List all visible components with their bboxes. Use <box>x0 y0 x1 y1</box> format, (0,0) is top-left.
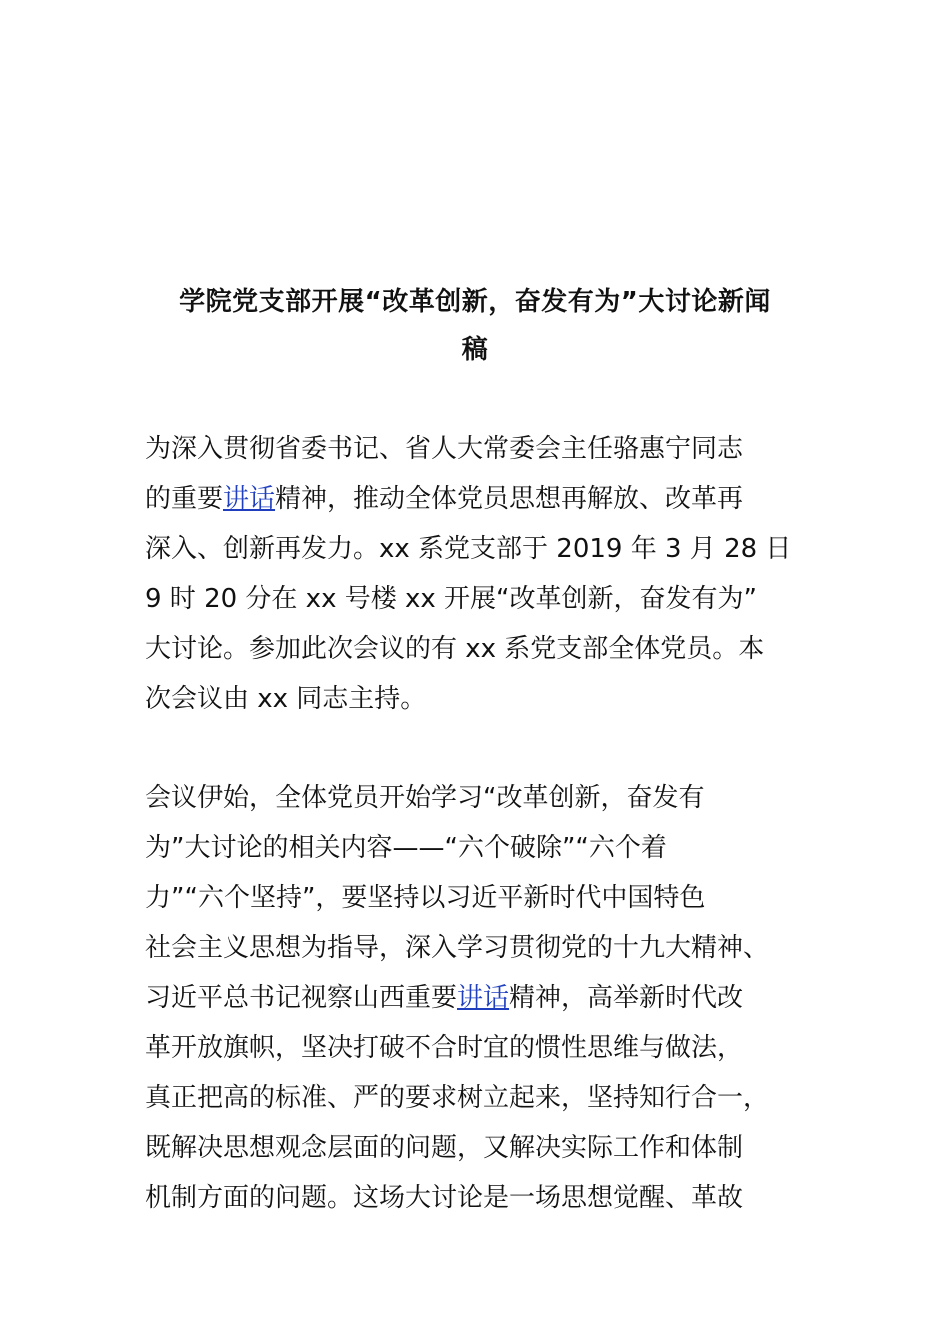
text-line <box>145 474 825 524</box>
text-line: 机制方面的问题。这场大讨论是一场思想觉醒、革故 <box>145 1183 744 1213</box>
paragraph-intro <box>145 424 825 724</box>
text-line: 9 时 20 分在 xx 号楼 xx 开展“改革创新，奋发有为” <box>145 584 757 614</box>
text-line: 深入、创新再发力。xx 系党支部于 2019 年 3 月 28 日 <box>145 534 792 564</box>
text-line: 社会主义思想为指导，深入学习贯彻党的十九大精神、 <box>145 933 770 963</box>
text-segment: 的重要 <box>145 484 224 514</box>
text-segment: 精神，推动全体党员思想再解放、改革再 <box>275 484 744 514</box>
text-line: 真正把高的标准、严的要求树立起来，坚持知行合一， <box>145 1083 770 1113</box>
title-line: 稿 <box>461 335 489 365</box>
text-line: 革开放旗帜，坚决打破不合时宜的惯性思维与做法， <box>145 1033 744 1063</box>
paragraph-meeting <box>145 773 825 1223</box>
speech-link[interactable]: 讲话 <box>223 484 276 514</box>
text-line: 大讨论。参加此次会议的有 xx 系党支部全体党员。本 <box>145 634 765 664</box>
text-line <box>145 973 825 1023</box>
text-line: 为深入贯彻省委书记、省人大常委会主任骆惠宁同志 <box>145 434 744 464</box>
text-line: 既解决思想观念层面的问题，又解决实际工作和体制 <box>145 1133 744 1163</box>
text-line: 力”“六个坚持”，要坚持以习近平新时代中国特色 <box>145 883 706 913</box>
text-line: 次会议由 xx 同志主持。 <box>145 684 427 714</box>
document-title <box>145 278 805 374</box>
text-line: 为”大讨论的相关内容——“六个破除”“六个着 <box>145 833 667 863</box>
text-segment: 精神，高举新时代改 <box>509 983 744 1013</box>
title-line: 学院党支部开展“改革创新，奋发有为”大讨论新闻 <box>179 287 771 317</box>
text-line: 会议伊始，全体党员开始学习“改革创新，奋发有 <box>145 783 705 813</box>
text-segment: 习近平总书记视察山西重要 <box>145 983 458 1013</box>
speech-link[interactable]: 讲话 <box>457 983 510 1013</box>
